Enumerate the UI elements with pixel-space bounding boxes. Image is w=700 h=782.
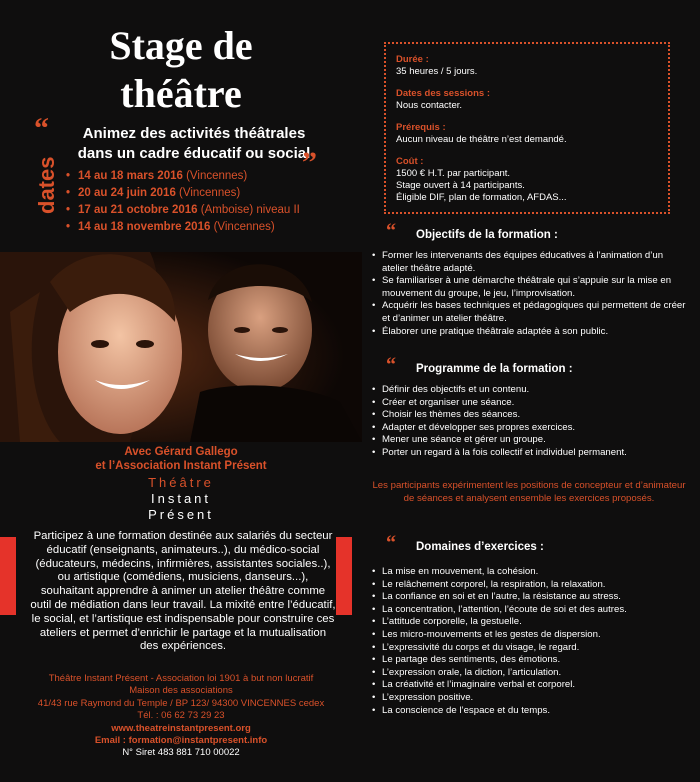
tagline-line-2: dans un cadre éducatif ou social [77,145,311,162]
list-item: • Choisir les thèmes des séances. [372,409,690,422]
duration-label: Durée : [396,54,429,65]
title-line-2: théâtre [120,71,242,116]
tagline [44,124,344,164]
objectives-section [372,220,690,338]
list-item: • L’attitude corporelle, la gestuelle. [372,616,690,629]
red-accent-bar-right [336,537,352,615]
date-when: 20 au 24 juin 2016 [78,187,176,199]
exercises-heading [372,532,690,554]
sessions-value: Nous contacter. [396,100,463,111]
contact-website-link[interactable]: www.theatreinstantpresent.org [111,722,251,734]
list-item: • Le relâchement corporel, la respiration, la relaxation. [372,579,690,592]
contact-phone: Tél. : 06 62 73 29 23 [137,710,225,722]
presenter-line-2: et l’Association Instant Présent [95,460,267,472]
list-item: • La créativité et l’imaginaire verbal et corporel. [372,679,690,692]
list-item: • La concentration, l’attention, l’écoute de soi et des autres. [372,604,690,617]
list-item: • La confiance en soi et en l’autre, la résistance au stress. [372,591,690,604]
red-accent-bar-left [0,537,16,615]
date-item [66,219,300,236]
list-item: • L’expression positive. [372,692,690,705]
programme-heading-text: Programme de la formation : [416,363,573,375]
contact-block [0,673,362,760]
prerequisites-label: Prérequis : [396,122,446,133]
info-box [384,42,670,214]
list-item: • Mener une séance et gérer un groupe. [372,434,690,447]
objectives-heading [372,220,690,242]
list-item: • L’expressivité du corps et du visage, le regard. [372,642,690,655]
cost-value: 1500 € H.T. par participant. [396,168,511,179]
presenter-line-1: Avec Gérard Gallego [124,446,238,458]
exercises-list [372,566,690,717]
date-where: (Vincennes) [213,221,275,233]
list-item: • L’expression orale, la diction, l’articulation. [372,667,690,680]
quote-icon: “ [386,532,396,554]
contact-org: Théâtre Instant Présent - Association loi 1901 à but non lucratif [48,673,314,684]
quote-icon: “ [386,220,396,242]
list-item: • Acquérir les bases techniques et pédagogiques qui permettent de créer et d’animer un atelier théâtre. [372,300,690,325]
date-item [66,202,300,219]
objectives-heading-text: Objectifs de la formation : [416,229,558,241]
participants-note: Les participants expérimentent les positions de concepteur et d’animateur de séances et analysent ensemble les exercices proposés. [372,480,686,504]
association-logo [0,475,362,523]
objectives-list [372,250,690,338]
cost-label: Coût : [396,156,424,167]
date-item [66,168,300,185]
list-item: • Les micro-mouvements et les gestes de dispersion. [372,629,690,642]
contact-address: 41/43 rue Raymond du Temple / BP 123/ 94300 VINCENNES cedex [37,697,325,709]
list-item: • Le partage des sentiments, des émotions. [372,654,690,667]
date-where: (Vincennes) [186,170,248,182]
portrait-illustration [0,252,362,442]
capacity-value: Stage ouvert à 14 participants. [396,180,525,191]
contact-siret: N° Siret 483 881 710 00022 [122,747,240,759]
exercises-section [372,532,690,717]
date-when: 17 au 21 octobre 2016 [78,204,198,216]
list-item: • La mise en mouvement, la cohésion. [372,566,690,579]
description-paragraph: Participez à une formation destinée aux salariés du secteur éducatif (enseignants, animateurs..), du médico-social (éducateurs, médecins, infirmières, assistantes sociales..), ou artistique (comédiens, musiciens, danseurs...), souhaitant apprendre à animer un atelier théâtre comme outil de médiation dans leur travail. La mixité entre l’éducatif, le social, et l’artistique est indispensable pour construire ces ateliers et permet d’enrichir le partage et la mutualisation des expériences. [30,530,336,653]
date-when: 14 au 18 mars 2016 [78,170,183,182]
logo-line-1: Théâtre [148,475,214,490]
list-item: • Élaborer une pratique théâtrale adaptée à son public. [372,326,690,339]
logo-line-2: Instant [150,491,212,506]
list-item: • Se familiariser à une démarche théâtrale qui s’appuie sur la mise en mouvement du groupe, le jeu, l’improvisation. [372,275,690,300]
prerequisites-value: Aucun niveau de théâtre n’est demandé. [396,134,567,145]
date-when: 14 au 18 novembre 2016 [78,221,211,233]
programme-section [372,354,690,460]
sessions-label: Dates des sessions : [396,88,490,99]
contact-email-link[interactable]: Email : formation@instantpresent.info [94,735,268,747]
title-line-1: Stage de [109,23,253,68]
date-where: (Amboise) niveau II [200,204,300,216]
tagline-line-1: Animez des activités théâtrales [82,125,306,142]
list-item: • La conscience de l’espace et du temps. [372,705,690,718]
contact-house: Maison des associations [129,685,233,697]
list-item: • Former les intervenants des équipes éducatives à l’animation d’un atelier théâtre adapté. [372,250,690,275]
quote-icon: “ [386,354,396,376]
logo-line-3: Présent [148,507,214,522]
funding-value: Éligible DIF, plan de formation, AFDAS... [396,192,567,203]
portrait-photo [0,252,362,442]
programme-heading [372,354,690,376]
date-item [66,185,300,202]
exercises-heading-text: Domaines d’exercices : [416,541,544,553]
close-quote-icon: ” [302,146,317,179]
duration-value: 35 heures / 5 jours. [396,66,478,77]
list-item: • Porter un regard à la fois collectif et individuel permanent. [372,447,690,460]
list-item: • Définir des objectifs et un contenu. [372,384,690,397]
list-item: • Créer et organiser une séance. [372,397,690,410]
date-where: (Vincennes) [179,187,241,199]
open-quote-icon: “ [34,112,49,145]
presenter-credit [0,445,362,473]
programme-list [372,384,690,460]
list-item: • Adapter et développer ses propres exercices. [372,422,690,435]
dates-vertical-label: dates [34,156,59,214]
dates-list [66,168,300,236]
